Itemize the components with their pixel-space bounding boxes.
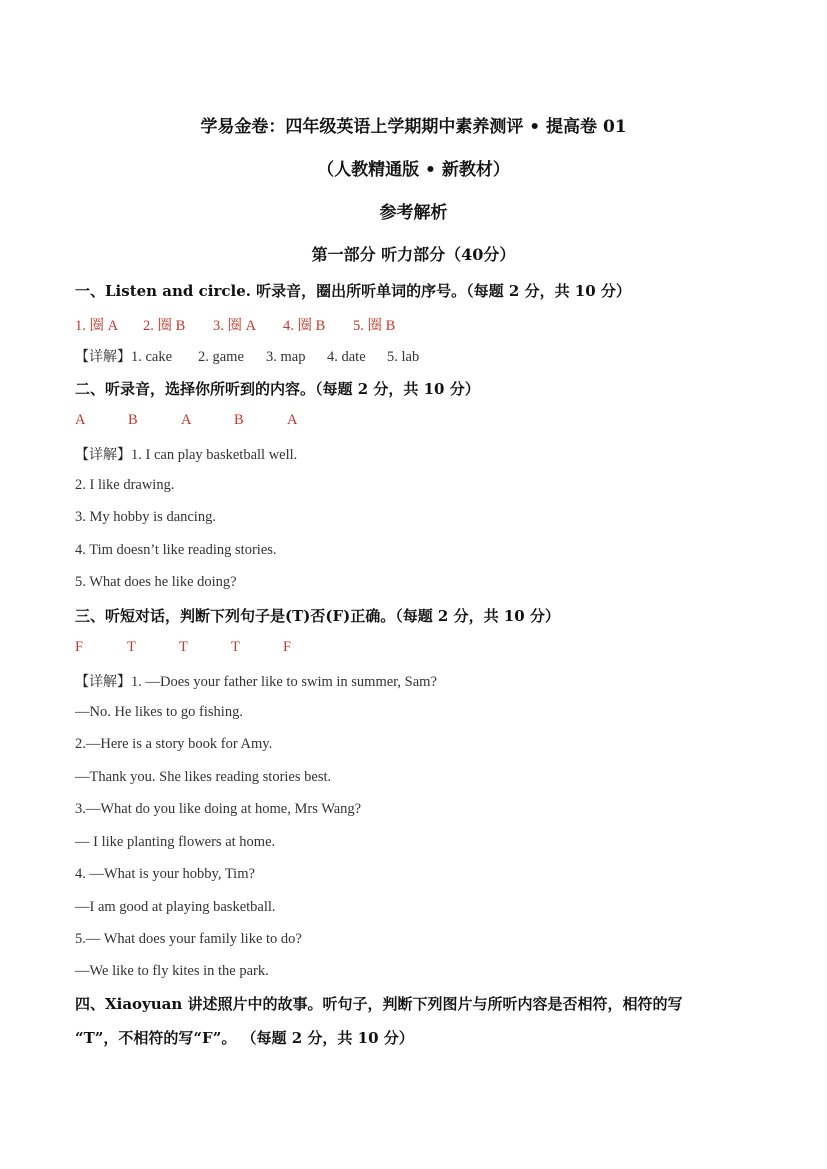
section3-line: —We like to fly kites in the park.	[75, 963, 269, 979]
section3-line	[75, 671, 437, 691]
answer-item: B	[128, 412, 138, 428]
section4-heading-cont: “T”，不相符的写“F”。 （每题 2 分，共 10 分）	[75, 1029, 414, 1047]
section1-heading: 一、Listen and circle. 听录音，圈出所听单词的序号。（每题 2 分，共 10 分）	[75, 282, 631, 300]
section3-line: —No. He likes to go fishing.	[75, 704, 243, 720]
detail-item: 1. cake	[131, 349, 173, 365]
detail-tag: 【详解】	[75, 674, 131, 690]
section2-heading: 二、听录音，选择你所听到的内容。（每题 2 分，共 10 分）	[75, 380, 480, 398]
section1-answers	[75, 314, 395, 335]
document-subtitle: （人教精通版 • 新教材）	[317, 160, 510, 180]
answer-item: T	[179, 639, 188, 655]
detail-tag: 【详解】	[75, 447, 131, 463]
section4-heading: 四、Xiaoyuan 讲述照片中的故事。听句子，判断下列图片与所听内容是否相符，相符的写	[75, 995, 683, 1013]
answer-item: 1. 圈 A	[75, 318, 119, 334]
section2-line: 5. What does he like doing?	[75, 574, 237, 590]
section2-answers	[75, 412, 297, 429]
answer-item: T	[231, 639, 240, 655]
answer-item: B	[234, 412, 244, 428]
answer-item: A	[287, 412, 298, 428]
detail-text: 1. I can play basketball well.	[131, 447, 298, 463]
detail-text: 1. —Does your father like to swim in summer, Sam?	[131, 674, 437, 690]
document-type: 参考解析	[379, 203, 448, 223]
detail-tag: 【详解】	[75, 349, 131, 365]
section3-line: 3.—What do you like doing at home, Mrs Wang?	[75, 801, 362, 817]
detail-item: 3. map	[266, 349, 306, 365]
section2-line	[75, 444, 297, 464]
answer-item: A	[181, 412, 192, 428]
section3-line: —I am good at playing basketball.	[75, 899, 276, 915]
detail-item: 4. date	[327, 349, 366, 365]
detail-item: 2. game	[198, 349, 244, 365]
section3-heading: 三、听短对话，判断下列句子是(T)否(F)正确。（每题 2 分，共 10 分）	[75, 607, 560, 625]
answer-item: F	[283, 639, 292, 655]
part-title: 第一部分 听力部分（40分）	[311, 245, 516, 264]
section2-line: 4. Tim doesn’t like reading stories.	[75, 542, 277, 558]
answer-item: 3. 圈 A	[213, 318, 257, 334]
section2-line: 3. My hobby is dancing.	[75, 509, 216, 525]
section3-line: — I like planting flowers at home.	[75, 834, 276, 850]
detail-item: 5. lab	[387, 349, 420, 365]
answer-item: 4. 圈 B	[283, 318, 326, 334]
section1-detail	[75, 346, 419, 366]
answer-item: T	[127, 639, 136, 655]
section3-line: 2.—Here is a story book for Amy.	[75, 736, 273, 752]
section3-line: 4. —What is your hobby, Tim?	[75, 866, 255, 882]
section2-line: 2. I like drawing.	[75, 477, 175, 493]
answer-item: 2. 圈 B	[143, 318, 186, 334]
answer-item: A	[75, 412, 86, 428]
section3-line: 5.— What does your family like to do?	[75, 931, 302, 947]
answer-item: F	[75, 639, 84, 655]
document-title: 学易金卷：四年级英语上学期期中素养测评 • 提高卷 01	[200, 117, 627, 137]
answer-item: 5. 圈 B	[353, 318, 396, 334]
section3-answers	[75, 639, 291, 656]
section3-line: —Thank you. She likes reading stories best.	[75, 769, 332, 785]
